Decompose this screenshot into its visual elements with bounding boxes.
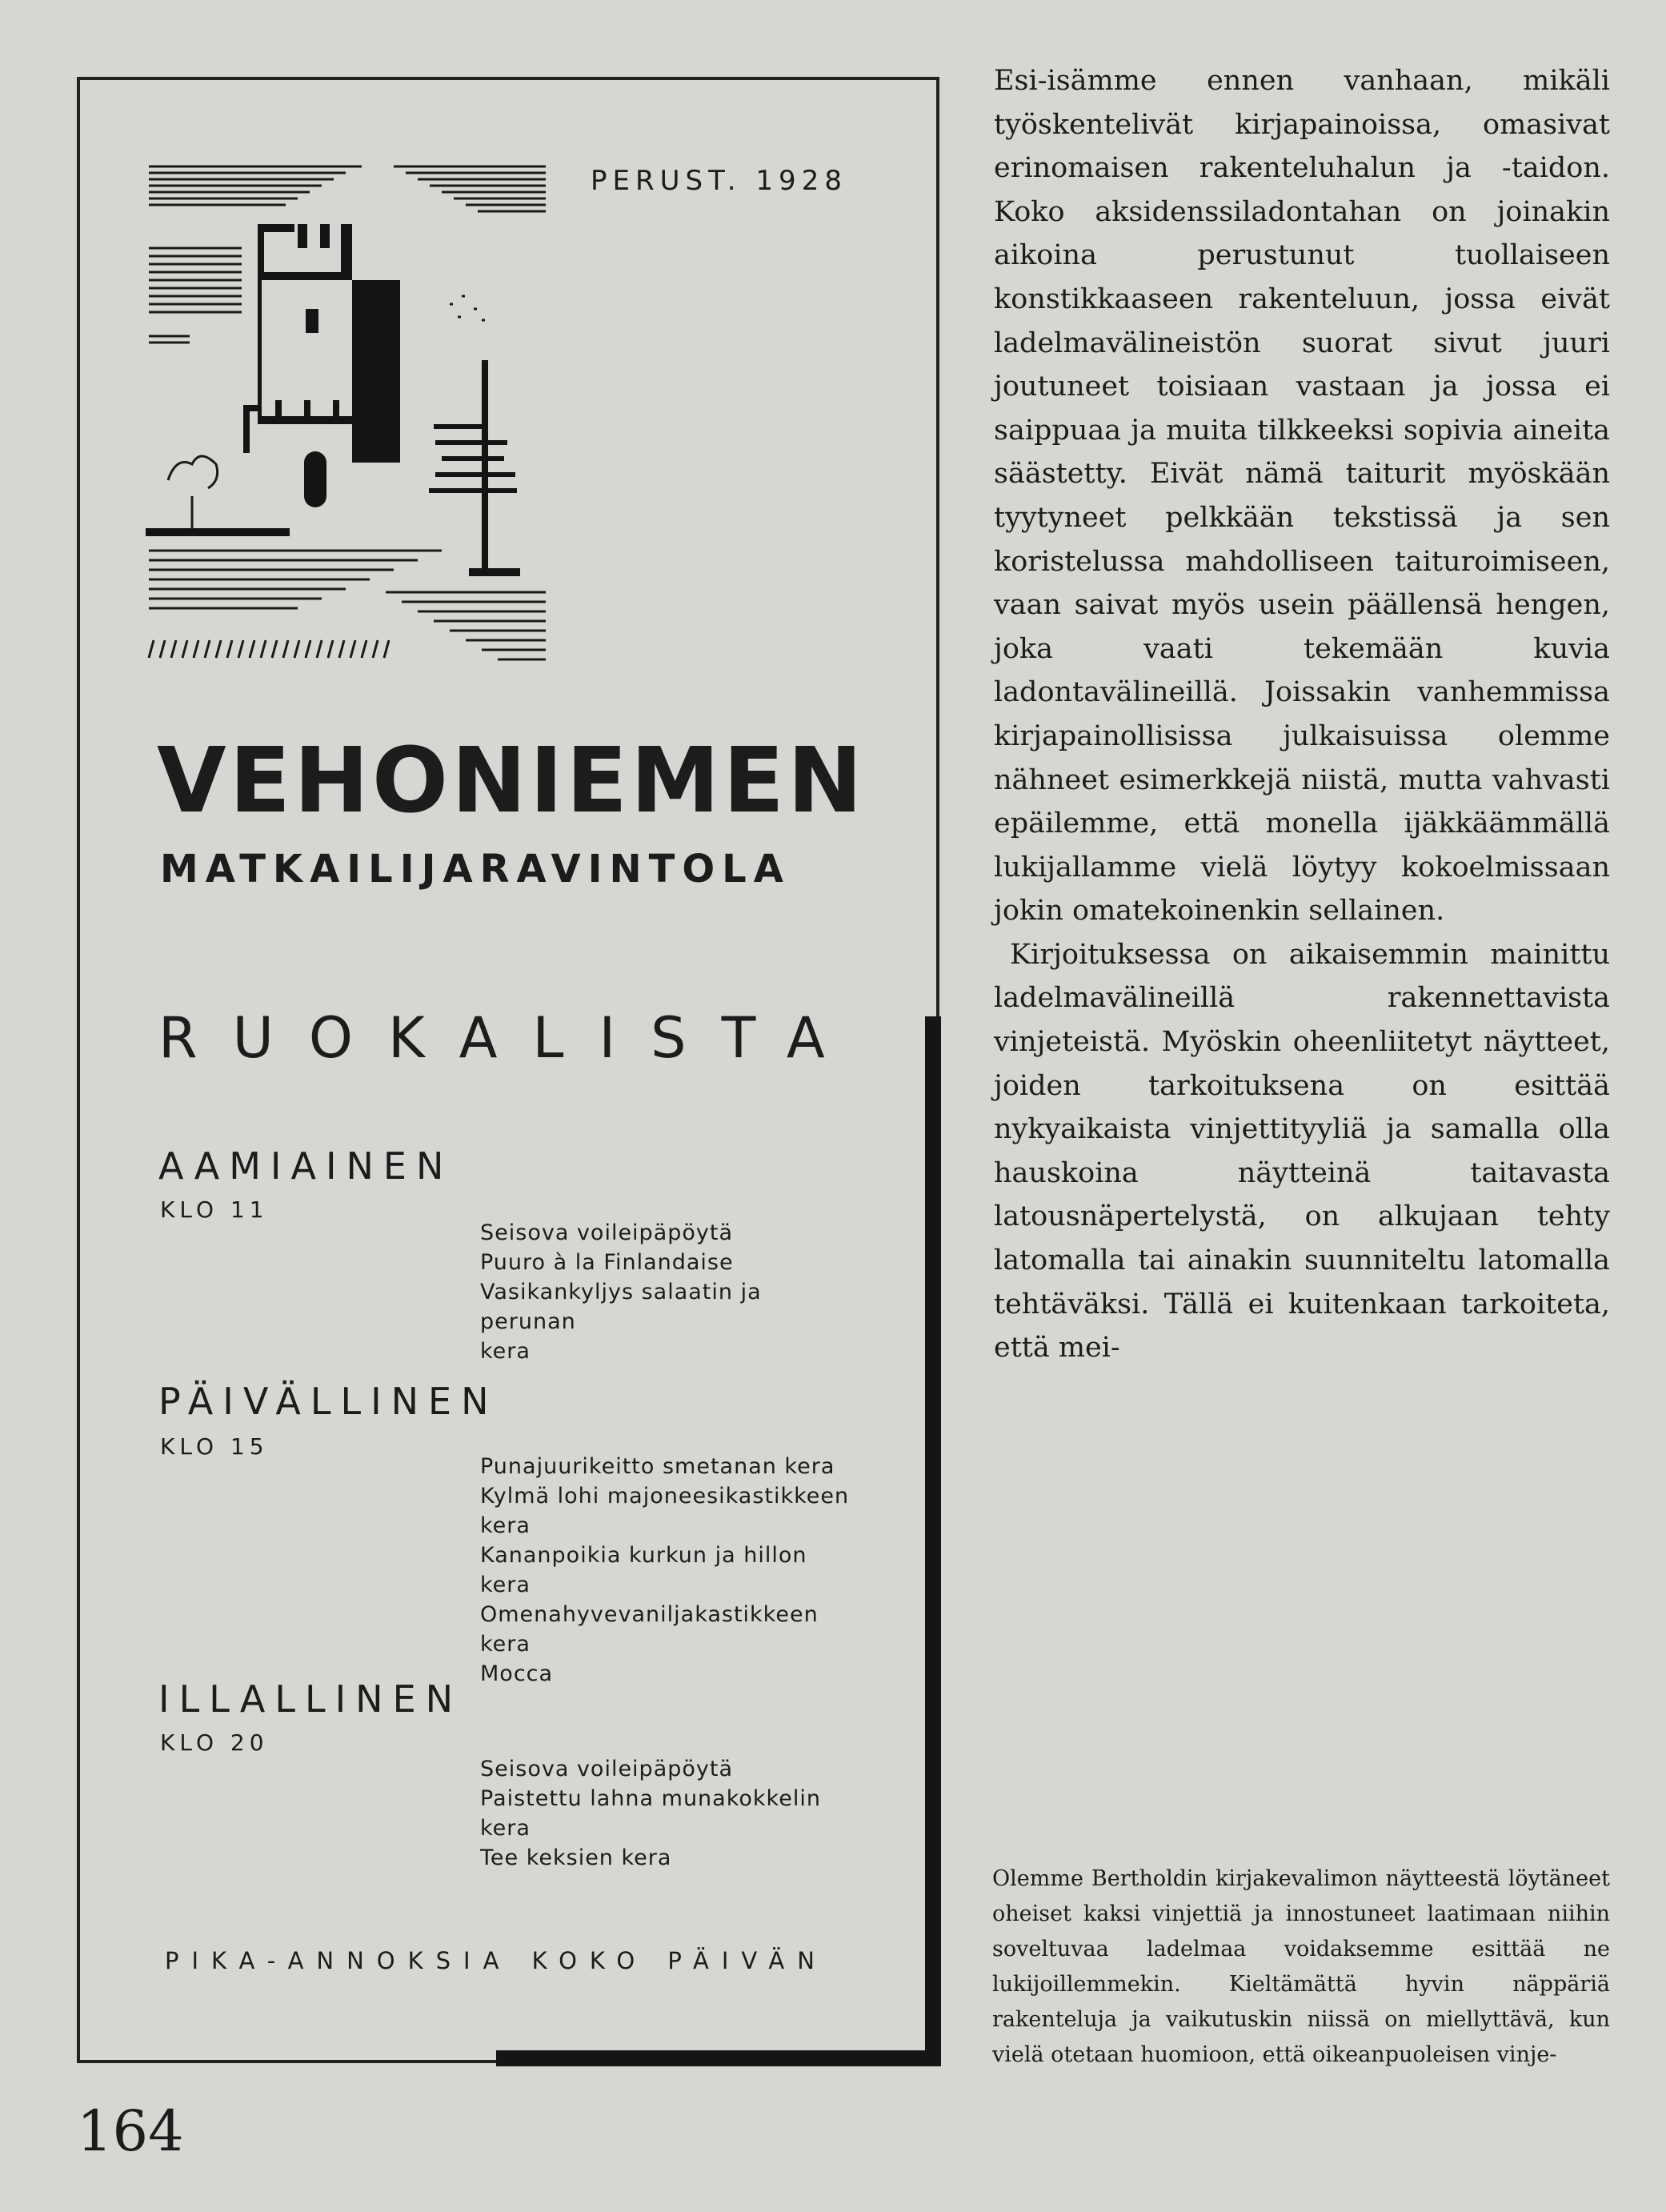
meal-heading: PÄIVÄLLINEN <box>158 1380 499 1423</box>
restaurant-name: VEHONIEMEN <box>157 729 866 833</box>
article-body <box>994 59 1610 1370</box>
all-day-note: PIKA-ANNOKSIA KOKO PÄIVÄN <box>165 1947 827 1974</box>
dish-item: Seisova voileipäpöytä <box>480 1757 734 1781</box>
dish-list <box>480 1754 864 1873</box>
restaurant-subtitle: MATKAILIJARAVINTOLA <box>160 847 791 892</box>
figure-caption: Olemme Bertholdin kirjakevalimon näytteestä löytäneet oheiset kaksi vinjettiä ja innostuneet laatimaan niihin soveltuvaa ladelmaa voidaksemme esittää ne lukijoillemmekin. Kieltämättä hyvin näppäriä rakenteluja ja vaikutuskin niissä on miellyttävä, kun vielä otetaan huomioon, että oikeanpuoleisen vinje- <box>992 1866 1610 2067</box>
meal-time: KLO 11 <box>160 1196 269 1223</box>
meal-heading: ILLALLINEN <box>158 1677 463 1721</box>
dish-item: Punajuurikeitto smetanan kera <box>480 1454 835 1479</box>
dish-list <box>480 1218 864 1366</box>
menu-frame-shadow-right <box>925 1016 941 2066</box>
dish-item: Vasikankyljys salaatin ja perunan <box>480 1280 762 1334</box>
dish-item: kera <box>480 1339 531 1364</box>
meal-time: KLO 20 <box>160 1729 269 1756</box>
dish-item: Puuro à la Finlandaise <box>480 1250 734 1275</box>
dish-item: Omenahyvevaniljakastikkeen kera <box>480 1602 819 1657</box>
meal-time: KLO 15 <box>160 1433 269 1460</box>
dish-item: Seisova voileipäpöytä <box>480 1220 734 1245</box>
dish-item: kera <box>480 1513 531 1538</box>
dish-item: Mocca <box>480 1661 554 1686</box>
menu-frame-shadow-bottom <box>496 2050 941 2066</box>
meal-heading: AAMIAINEN <box>158 1144 454 1188</box>
dish-list <box>480 1452 864 1689</box>
article-paragraph: Esi-isämme ennen vanhaan, mikäli työskentelivät kirjapainoissa, omasivat erinomaisen rakenteluhalun ja -taidon. Koko aksidenssiladontahan on joinakin aikoina perustunut tuollaiseen konstikkaaseen rakenteluun, jossa eivät ladelmavälineistön suorat sivut juuri joutuneet toisiaan vastaan ja jossa ei saippuaa ja muita tilkkeeksi sopivia aineita säästetty. Eivät nämä taiturit myöskään tyytyneet pelkkään tekstissä ja sen koristelussa mahdolliseen taituroimiseen, vaan saivat myös usein päällensä hengen, joka vaati tekemään kuvia ladontavälineillä. Joissakin vanhemmissa kirjapainollisissa julkaisuissa olemme nähneet esimerkkejä niistä, mutta vahvasti epäilemme, että monella ijäkkäämmällä lukijallamme vielä löytyy kokoelmissaan jokin omatekoinenkin sellainen. <box>994 65 1610 928</box>
dish-item: Paistettu lahna munakokkelin kera <box>480 1786 821 1841</box>
founded-year: PERUST. 1928 <box>591 165 847 197</box>
dish-item: Tee keksien kera <box>480 1845 672 1870</box>
article-paragraph: Kirjoituksessa on aikaisemmin mainittu ladelmavälineillä rakennettavista vinjeteistä. Myöskin oheenliitetyt näytteet, joiden tarkoituksena on esittää nykyaikaista vinjettityyliä ja samalla olla hauskoina näytteinä taitavasta latousnäpertelystä, on alkujaan tehty latomalla tai ainakin suunniteltu latomalla tehtäväksi. Tällä ei kuitenkaan tarkoiteta, että mei- <box>994 938 1610 1364</box>
castle-vignette-illustration <box>146 160 546 680</box>
dish-item: Kylmä lohi majoneesikastikkeen <box>480 1484 850 1509</box>
page-number: 164 <box>77 2098 184 2164</box>
menu-title: RUOKALISTA <box>158 1005 860 1071</box>
dish-item: Kananpoikia kurkun ja hillon kera <box>480 1543 807 1597</box>
